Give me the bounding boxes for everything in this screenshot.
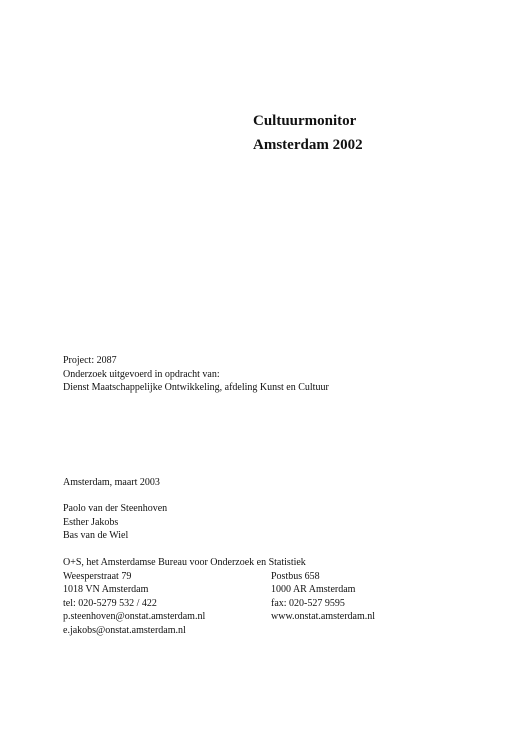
website-link[interactable]: www.onstat.amsterdam.nl: [271, 611, 376, 622]
authors-list: [63, 502, 167, 543]
email-jakobs[interactable]: e.jakobs@onstat.amsterdam.nl: [63, 624, 186, 636]
project-info: [63, 354, 329, 395]
project-number: Project: 2087: [63, 355, 117, 366]
po-box: Postbus 658: [271, 570, 320, 582]
publication-date: Amsterdam, maart 2003: [63, 477, 160, 488]
postal-city: 1018 VN Amsterdam: [63, 584, 149, 595]
contact-right-column: [271, 570, 391, 638]
author-3: Bas van de Wiel: [63, 530, 129, 541]
commissioned-by-label: Onderzoek uitgevoerd in opdracht van:: [63, 368, 220, 380]
report-title: [253, 109, 363, 157]
contact-left-column: [63, 570, 271, 638]
telephone: tel: 020-5279 532 / 422: [63, 597, 157, 609]
street-address: Weesperstraat 79: [63, 570, 132, 582]
email-steenhoven[interactable]: p.steenhoven@onstat.amsterdam.nl: [63, 611, 206, 622]
author-2: Esther Jakobs: [63, 516, 119, 528]
title-line-2: Amsterdam 2002: [253, 137, 363, 153]
client-name: Dienst Maatschappelijke Ontwikkeling, afdeling Kunst en Cultuur: [63, 382, 329, 393]
po-box-city: 1000 AR Amsterdam: [271, 584, 356, 595]
organization-name: O+S, het Amsterdamse Bureau voor Onderzoek en Statistiek: [63, 557, 306, 568]
author-1: Paolo van der Steenhoven: [63, 503, 168, 514]
title-line-1: Cultuurmonitor: [253, 113, 357, 129]
contact-details: [63, 570, 391, 638]
organization-info: [63, 556, 391, 637]
fax: fax: 020-527 9595: [271, 597, 345, 609]
